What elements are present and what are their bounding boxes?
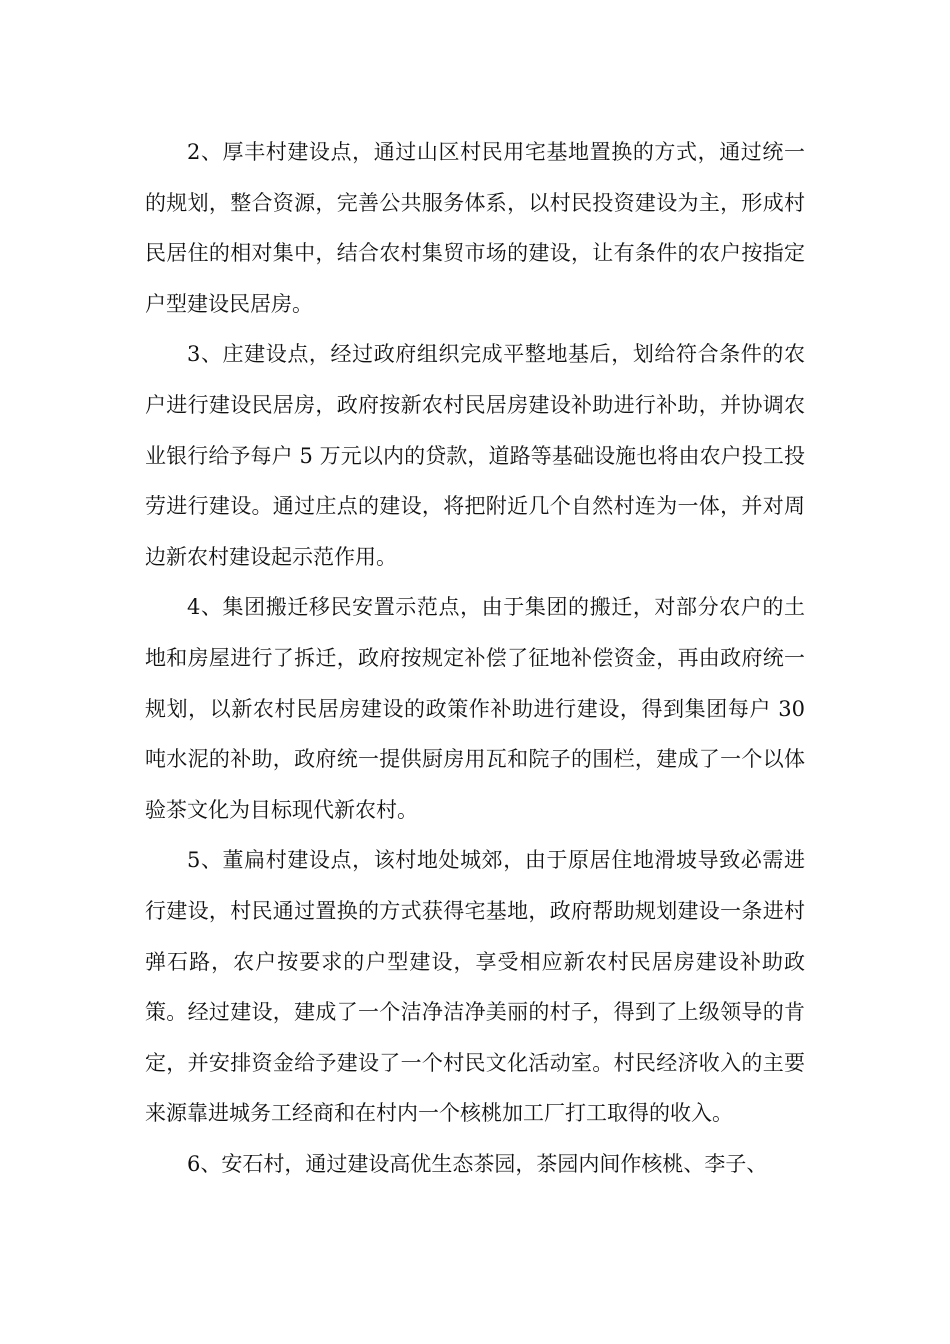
paragraph-3: 3、庄建设点，经过政府组织完成平整地基后，划给符合条件的农户进行建设民居房，政府按新农村民居房建设补助进行补助，并协调农业银行给予每户 5 万元以内的贷款，道路等基础设施也将由农户投工投劳进行建设。通过庄点的建设，将把附近几个自然村连为一体，并对周边新农村建设起示范作用。 <box>145 342 805 569</box>
paragraph-5: 5、董扁村建设点，该村地处城郊，由于原居住地滑坡导致必需进行建设，村民通过置换的方式获得宅基地，政府帮助规划建设一条进村弹石路，农户按要求的户型建设，享受相应新农村民居房建设补助政策。经过建设，建成了一个洁净洁净美丽的村子，得到了上级领导的肯定，并安排资金给予建设了一个村民文化活动室。村民经济收入的主要来源靠进城务工经商和在村内一个核桃加工厂打工取得的收入。 <box>145 848 805 1126</box>
paragraph-2: 2、厚丰村建设点，通过山区村民用宅基地置换的方式，通过统一的规划，整合资源，完善公共服务体系，以村民投资建设为主，形成村民居住的相对集中，结合农村集贸市场的建设，让有条件的农户按指定户型建设民居房。 <box>145 140 805 316</box>
document-page <box>145 127 805 1189</box>
paragraph-6: 6、安石村，通过建设高优生态茶园，茶园内间作核桃、李子、 <box>187 1151 768 1176</box>
paragraph-4: 4、集团搬迁移民安置示范点，由于集团的搬迁，对部分农户的土地和房屋进行了拆迁，政府按规定补偿了征地补偿资金，再由政府统一规划，以新农村民居房建设的政策作补助进行建设，得到集团每户 30 吨水泥的补助，政府统一提供厨房用瓦和院子的围栏，建成了一个以体验茶文化为目标现代新农村。 <box>145 595 805 822</box>
